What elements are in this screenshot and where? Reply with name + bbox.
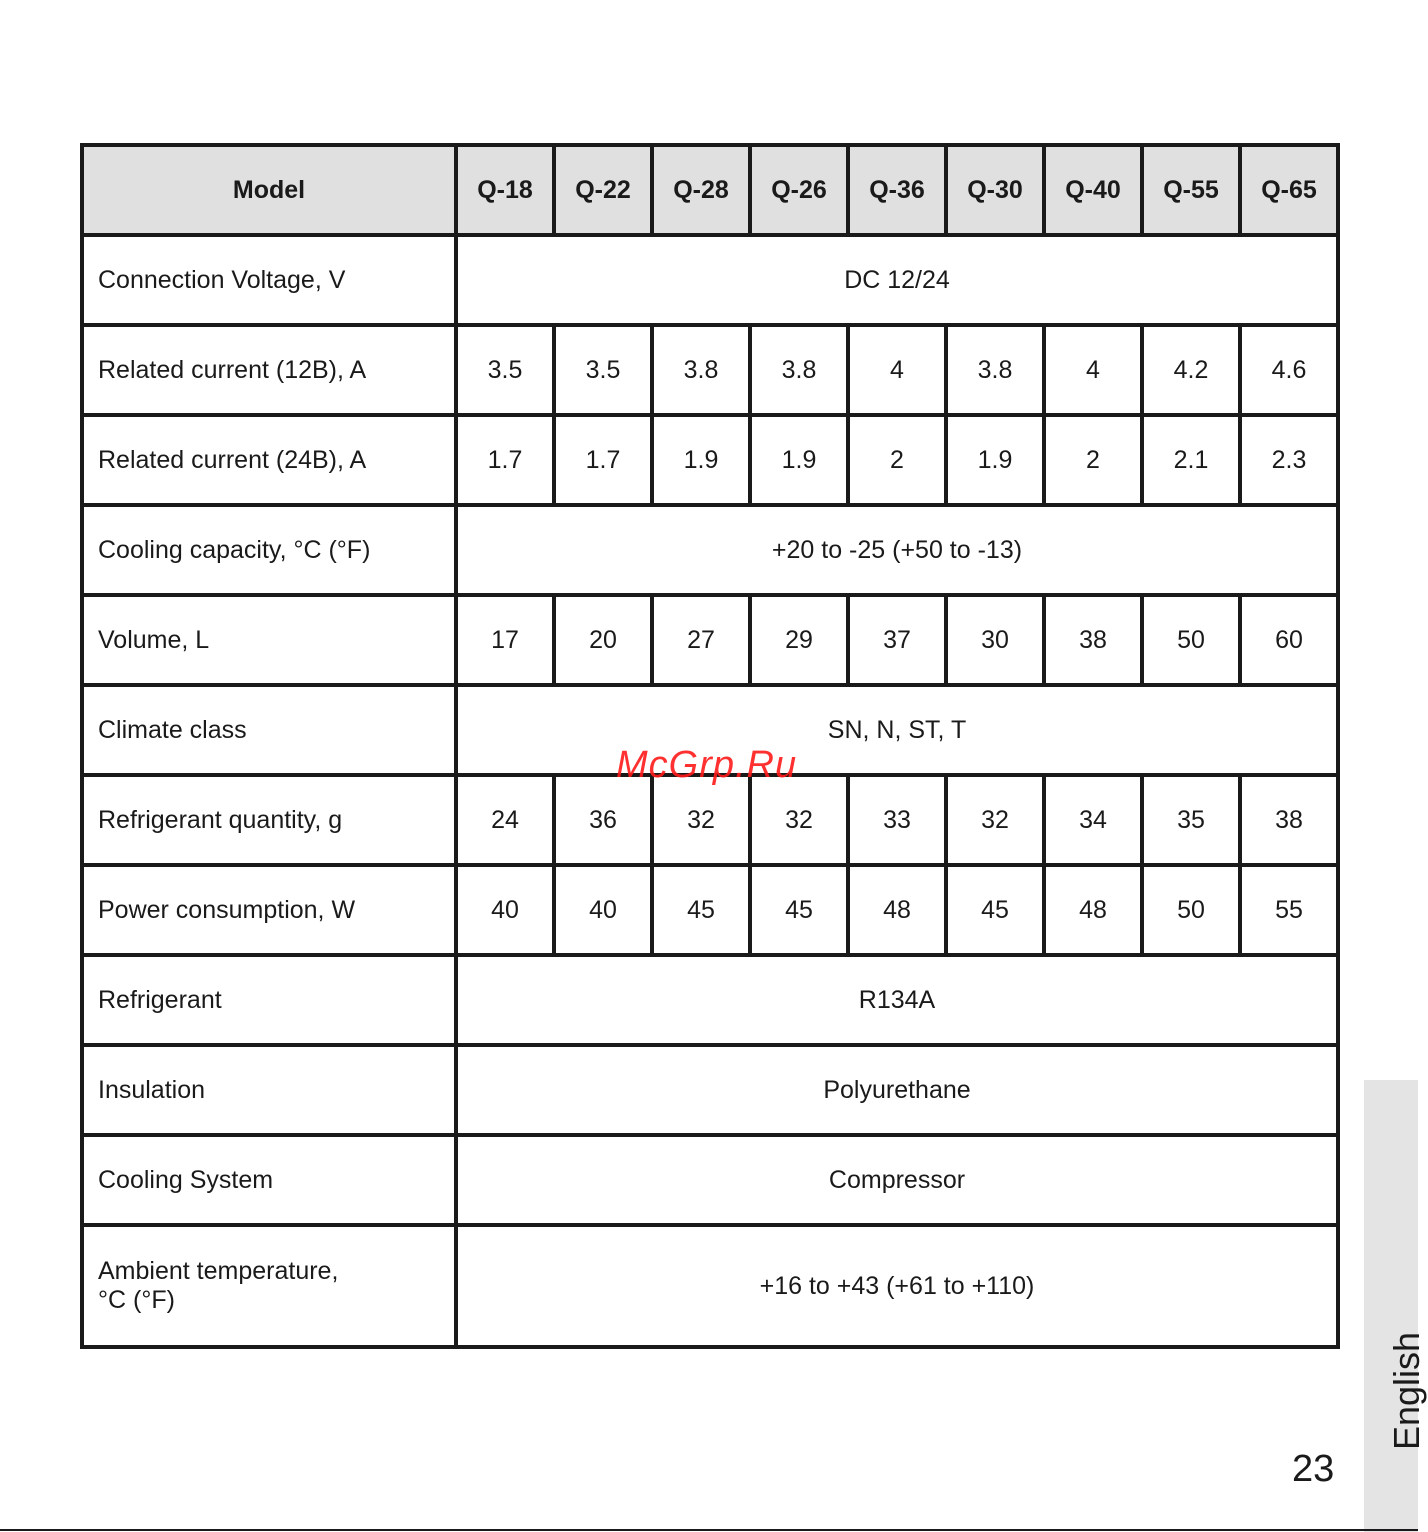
value-cell: 45 [652,865,750,955]
table-row [82,505,1338,595]
model-column-header: Q-36 [848,145,946,235]
table-row [82,1045,1338,1135]
table-row [82,325,1338,415]
value-cell: 30 [946,595,1044,685]
table-row [82,1225,1338,1347]
spanning-value: DC 12/24 [456,235,1338,325]
spanning-value: Polyurethane [456,1045,1338,1135]
table-row [82,415,1338,505]
row-label: Climate class [82,685,456,775]
model-column-header: Q-30 [946,145,1044,235]
value-cell: 32 [652,775,750,865]
model-column-header: Q-40 [1044,145,1142,235]
row-label: Cooling capacity, °C (°F) [82,505,456,595]
value-cell: 45 [946,865,1044,955]
model-column-header: Q-26 [750,145,848,235]
value-cell: 60 [1240,595,1338,685]
value-cell: 35 [1142,775,1240,865]
spanning-value: +20 to -25 (+50 to -13) [456,505,1338,595]
value-cell: 24 [456,775,554,865]
spanning-value: +16 to +43 (+61 to +110) [456,1225,1338,1347]
table-body [82,235,1338,1347]
value-cell: 2.1 [1142,415,1240,505]
value-cell: 4.2 [1142,325,1240,415]
row-label: Refrigerant [82,955,456,1045]
spanning-value: Compressor [456,1135,1338,1225]
value-cell: 38 [1044,595,1142,685]
value-cell: 38 [1240,775,1338,865]
value-cell: 4.6 [1240,325,1338,415]
bottom-divider [0,1529,1418,1531]
spanning-value: SN, N, ST, T [456,685,1338,775]
watermark: McGrp.Ru [616,744,798,786]
model-column-header: Q-22 [554,145,652,235]
row-label: Insulation [82,1045,456,1135]
value-cell: 2.3 [1240,415,1338,505]
value-cell: 3.8 [652,325,750,415]
model-column-header: Q-65 [1240,145,1338,235]
value-cell: 3.5 [456,325,554,415]
value-cell: 34 [1044,775,1142,865]
row-label-line: Ambient temperature, [98,1257,339,1285]
table-row [82,865,1338,955]
value-cell: 20 [554,595,652,685]
value-cell: 1.9 [750,415,848,505]
value-cell: 32 [946,775,1044,865]
value-cell: 1.9 [652,415,750,505]
row-label: Related current (12B), A [82,325,456,415]
value-cell: 33 [848,775,946,865]
value-cell: 55 [1240,865,1338,955]
value-cell: 3.5 [554,325,652,415]
value-cell: 50 [1142,595,1240,685]
value-cell: 45 [750,865,848,955]
row-label [82,1225,456,1347]
value-cell: 4 [1044,325,1142,415]
table-row [82,775,1338,865]
table-header-row [82,145,1338,235]
value-cell: 48 [848,865,946,955]
value-cell: 27 [652,595,750,685]
value-cell: 32 [750,775,848,865]
value-cell: 1.9 [946,415,1044,505]
row-label: Power consumption, W [82,865,456,955]
page-number: 23 [1292,1448,1335,1490]
value-cell: 50 [1142,865,1240,955]
row-label: Connection Voltage, V [82,235,456,325]
row-label: Refrigerant quantity, g [82,775,456,865]
value-cell: 48 [1044,865,1142,955]
row-label: Related current (24B), A [82,415,456,505]
value-cell: 2 [848,415,946,505]
value-cell: 40 [456,865,554,955]
value-cell: 4 [848,325,946,415]
value-cell: 36 [554,775,652,865]
table-row [82,1135,1338,1225]
row-label: Volume, L [82,595,456,685]
language-label: English [1386,1331,1427,1450]
table-row [82,955,1338,1045]
row-label: Cooling System [82,1135,456,1225]
model-column-header: Q-18 [456,145,554,235]
value-cell: 40 [554,865,652,955]
value-cell: 3.8 [946,325,1044,415]
row-label-line: °C (°F) [98,1286,175,1314]
value-cell: 2 [1044,415,1142,505]
table-row [82,595,1338,685]
value-cell: 1.7 [554,415,652,505]
spanning-value: R134A [456,955,1338,1045]
value-cell: 29 [750,595,848,685]
model-column-header: Q-28 [652,145,750,235]
value-cell: 17 [456,595,554,685]
model-column-header: Q-55 [1142,145,1240,235]
value-cell: 37 [848,595,946,685]
model-header: Model [82,145,456,235]
table-row [82,235,1338,325]
value-cell: 1.7 [456,415,554,505]
value-cell: 3.8 [750,325,848,415]
language-tab [1364,1080,1418,1532]
